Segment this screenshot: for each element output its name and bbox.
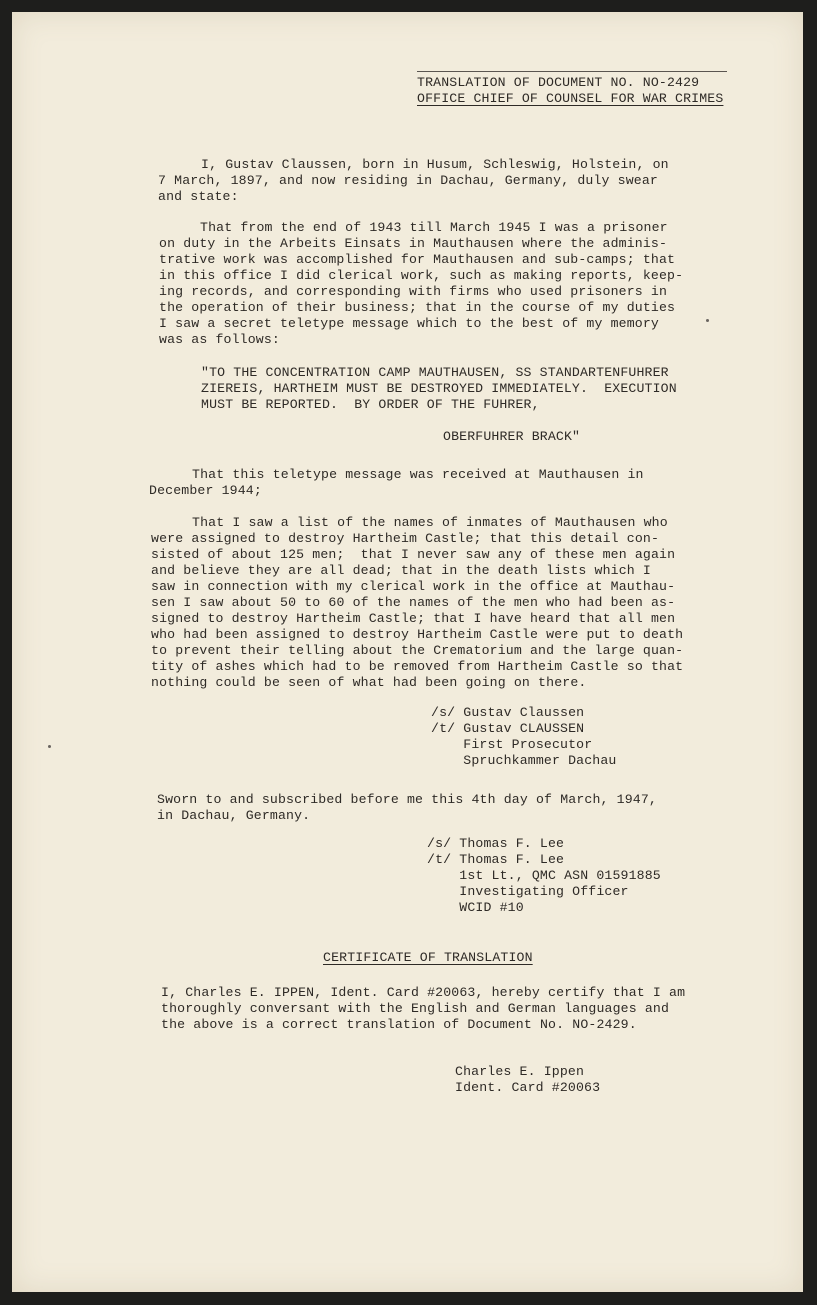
para1-line: That from the end of 1943 till March 1945 I was a prisoner xyxy=(200,220,668,235)
sworn-line: Sworn to and subscribed before me this 4th day of March, 1947, xyxy=(157,792,657,807)
para1-line: in this office I did clerical work, such as making reports, keep- xyxy=(159,268,684,283)
para1-line: I saw a secret teletype message which to the best of my memory xyxy=(159,316,659,331)
signature-lee-line: WCID #10 xyxy=(427,900,524,915)
para3-line: signed to destroy Hartheim Castle; that I have heard that all men xyxy=(151,611,676,626)
para3-line: That I saw a list of the names of inmates of Mauthausen who xyxy=(192,515,668,530)
paper-mark xyxy=(48,745,51,748)
para1-line: on duty in the Arbeits Einsats in Mauthausen where the adminis- xyxy=(159,236,668,251)
para1-line: was as follows: xyxy=(159,332,280,347)
sworn-line: in Dachau, Germany. xyxy=(157,808,311,823)
signature-lee-line: /t/ Thomas F. Lee xyxy=(427,852,565,867)
quote-line: "TO THE CONCENTRATION CAMP MAUTHAUSEN, SS STANDARTENFUHRER xyxy=(201,365,669,380)
para3-line: and believe they are all dead; that in the death lists which I xyxy=(151,563,651,578)
certificate-signature-line: Ident. Card #20063 xyxy=(455,1080,601,1095)
certificate-line: the above is a correct translation of Document No. NO-2429. xyxy=(161,1017,637,1032)
intro-line: and state: xyxy=(158,189,239,204)
para1-line: the operation of their business; that in the course of my duties xyxy=(159,300,676,315)
quote-signature: OBERFUHRER BRACK" xyxy=(443,429,581,444)
signature-lee-line: 1st Lt., QMC ASN 01591885 xyxy=(427,868,661,883)
certificate-title: CERTIFICATE OF TRANSLATION xyxy=(323,950,533,965)
signature-lee-line: /s/ Thomas F. Lee xyxy=(427,836,565,851)
certificate-signature-line: Charles E. Ippen xyxy=(455,1064,585,1079)
para3-line: saw in connection with my clerical work in the office at Mauthau- xyxy=(151,579,676,594)
para3-line: sisted of about 125 men; that I never saw any of these men again xyxy=(151,547,676,562)
certificate-line: thoroughly conversant with the English and German languages and xyxy=(161,1001,670,1016)
intro-line: I, Gustav Claussen, born in Husum, Schleswig, Holstein, on xyxy=(201,157,669,172)
quote-line: ZIEREIS, HARTHEIM MUST BE DESTROYED IMMEDIATELY. EXECUTION xyxy=(201,381,677,396)
certificate-line: I, Charles E. IPPEN, Ident. Card #20063, hereby certify that I am xyxy=(161,985,686,1000)
para3-line: who had been assigned to destroy Hartheim Castle were put to death xyxy=(151,627,684,642)
para3-line: nothing could be seen of what had been going on there. xyxy=(151,675,587,690)
para3-line: to prevent their telling about the Crematorium and the large quan- xyxy=(151,643,684,658)
para3-line: were assigned to destroy Hartheim Castle; that this detail con- xyxy=(151,531,660,546)
para1-line: trative work was accomplished for Mauthausen and sub-camps; that xyxy=(159,252,676,267)
document-page xyxy=(12,12,803,1292)
header-rule xyxy=(417,71,727,72)
signature-lee-line: Investigating Officer xyxy=(427,884,629,899)
signature-claussen-line: /s/ Gustav Claussen xyxy=(431,705,585,720)
para3-line: sen I saw about 50 to 60 of the names of the men who had been as- xyxy=(151,595,676,610)
para3-line: tity of ashes which had to be removed from Hartheim Castle so that xyxy=(151,659,684,674)
signature-claussen-line: First Prosecutor xyxy=(431,737,593,752)
header-office: OFFICE CHIEF OF COUNSEL FOR WAR CRIMES xyxy=(417,91,724,106)
para2-line: December 1944; xyxy=(149,483,262,498)
para2-line: That this teletype message was received at Mauthausen in xyxy=(192,467,644,482)
signature-claussen-line: /t/ Gustav CLAUSSEN xyxy=(431,721,585,736)
signature-claussen-line: Spruchkammer Dachau xyxy=(431,753,617,768)
header-title: TRANSLATION OF DOCUMENT NO. NO-2429 xyxy=(417,75,700,90)
para1-line: ing records, and corresponding with firms who used prisoners in xyxy=(159,284,668,299)
paper-mark xyxy=(706,319,709,322)
intro-line: 7 March, 1897, and now residing in Dachau, Germany, duly swear xyxy=(158,173,658,188)
quote-line: MUST BE REPORTED. BY ORDER OF THE FUHRER, xyxy=(201,397,540,412)
